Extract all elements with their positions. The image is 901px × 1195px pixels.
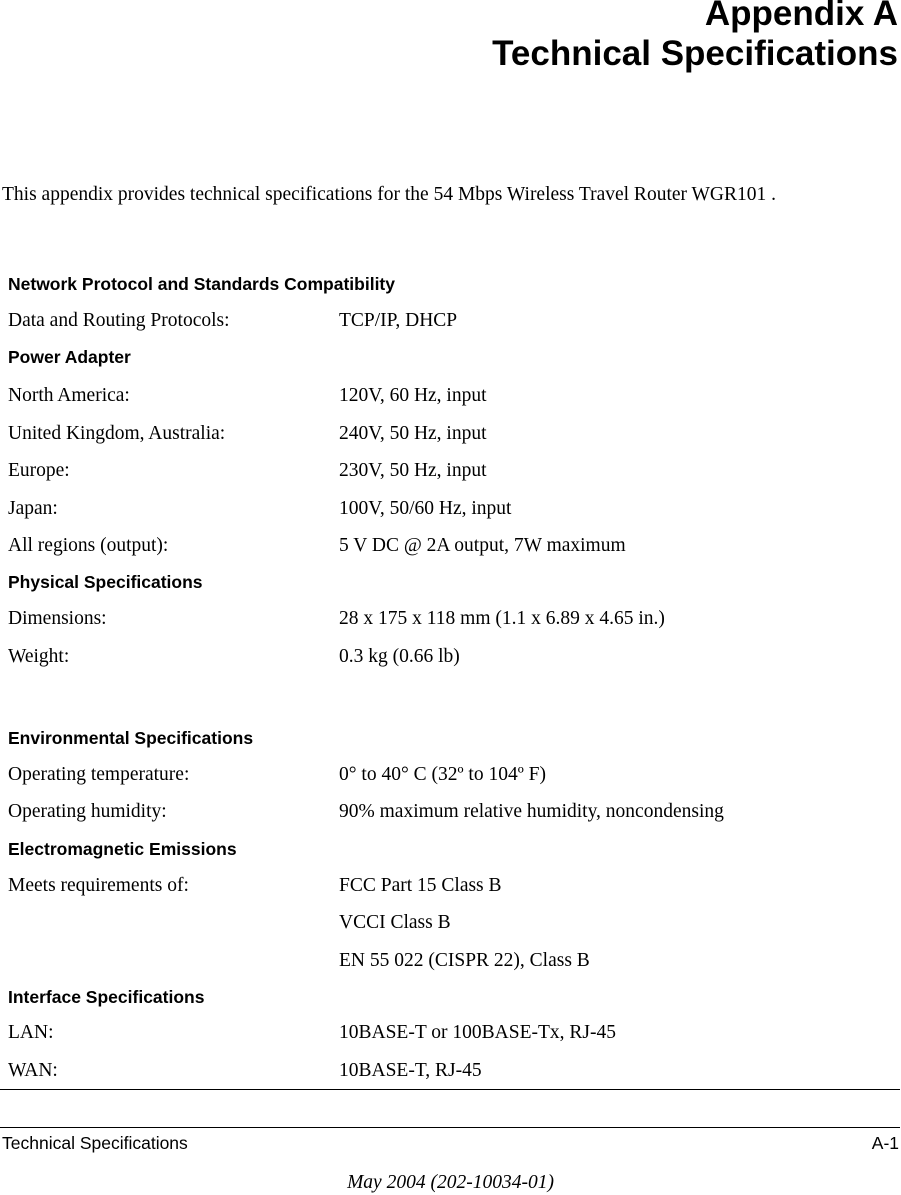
spec-value: 100V, 50/60 Hz, input (339, 498, 512, 519)
spec-label: All regions (output): (8, 535, 169, 556)
section-heading-environmental: Environmental Specifications (8, 728, 254, 748)
spec-row-europe (8, 459, 487, 483)
spec-row-all-regions (8, 534, 626, 558)
spec-label: Weight: (8, 646, 70, 667)
spec-value: EN 55 022 (CISPR 22), Class B (339, 950, 590, 971)
section-heading-power: Power Adapter (8, 347, 131, 367)
section-heading-emissions: Electromagnetic Emissions (8, 839, 237, 859)
section-heading-physical: Physical Specifications (8, 572, 203, 592)
spec-row-uk-australia (8, 422, 487, 446)
spec-value: 240V, 50 Hz, input (339, 423, 487, 444)
spec-row-japan (8, 497, 512, 521)
spec-value: 10BASE-T or 100BASE-Tx, RJ-45 (339, 1022, 616, 1043)
spec-value: 230V, 50 Hz, input (339, 460, 487, 481)
spec-label: Meets requirements of: (8, 875, 189, 896)
footer-date: May 2004 (202-10034-01) (347, 1172, 554, 1193)
spec-row-fcc (8, 874, 502, 898)
spec-label: Operating temperature: (8, 764, 190, 785)
spec-label: Dimensions: (8, 608, 107, 629)
spec-label: North America: (8, 385, 130, 406)
intro-paragraph: This appendix provides technical specifications for the 54 Mbps Wireless Travel Router WGR101 . (2, 184, 777, 205)
section-heading-network: Network Protocol and Standards Compatibility (8, 274, 395, 294)
spec-label: United Kingdom, Australia: (8, 423, 226, 444)
title-line-appendix: Appendix A (704, 0, 898, 33)
spec-row-dimensions (8, 607, 665, 631)
spec-value: 28 x 175 x 118 mm (1.1 x 6.89 x 4.65 in.) (339, 608, 665, 629)
spec-row-wan (8, 1059, 482, 1083)
spec-row-operating-temperature (8, 763, 546, 787)
spec-value: 0° to 40° C (32º to 104º F) (339, 764, 546, 785)
section-heading-interface: Interface Specifications (8, 987, 205, 1007)
spec-label: LAN: (8, 1022, 54, 1043)
spec-value: 90% maximum relative humidity, noncondensing (339, 801, 724, 822)
spec-row-operating-humidity (8, 800, 724, 824)
footer-section-title: Technical Specifications (2, 1133, 188, 1153)
spec-row-north-america (8, 384, 487, 408)
spec-label: Europe: (8, 460, 70, 481)
spec-label: Operating humidity: (8, 801, 167, 822)
spec-label: WAN: (8, 1060, 58, 1081)
spec-value: 120V, 60 Hz, input (339, 385, 487, 406)
spec-value: TCP/IP, DHCP (339, 310, 458, 331)
footer-rule (0, 1127, 900, 1128)
spec-value: 5 V DC @ 2A output, 7W maximum (339, 535, 626, 556)
footer-page-number: A-1 (871, 1133, 899, 1153)
table-bottom-rule (0, 1089, 900, 1090)
spec-row-data-routing (8, 309, 458, 333)
spec-value: 0.3 kg (0.66 lb) (339, 646, 460, 667)
spec-label: Japan: (8, 498, 58, 519)
spec-value: 10BASE-T, RJ-45 (339, 1060, 482, 1081)
spec-label: Data and Routing Protocols: (8, 310, 230, 331)
page-title (492, 0, 898, 74)
title-line-technical-specifications: Technical Specifications (492, 34, 898, 73)
spec-value: VCCI Class B (339, 912, 451, 933)
spec-row-weight (8, 645, 460, 669)
spec-row-lan (8, 1021, 616, 1045)
spec-value: FCC Part 15 Class B (339, 875, 502, 896)
